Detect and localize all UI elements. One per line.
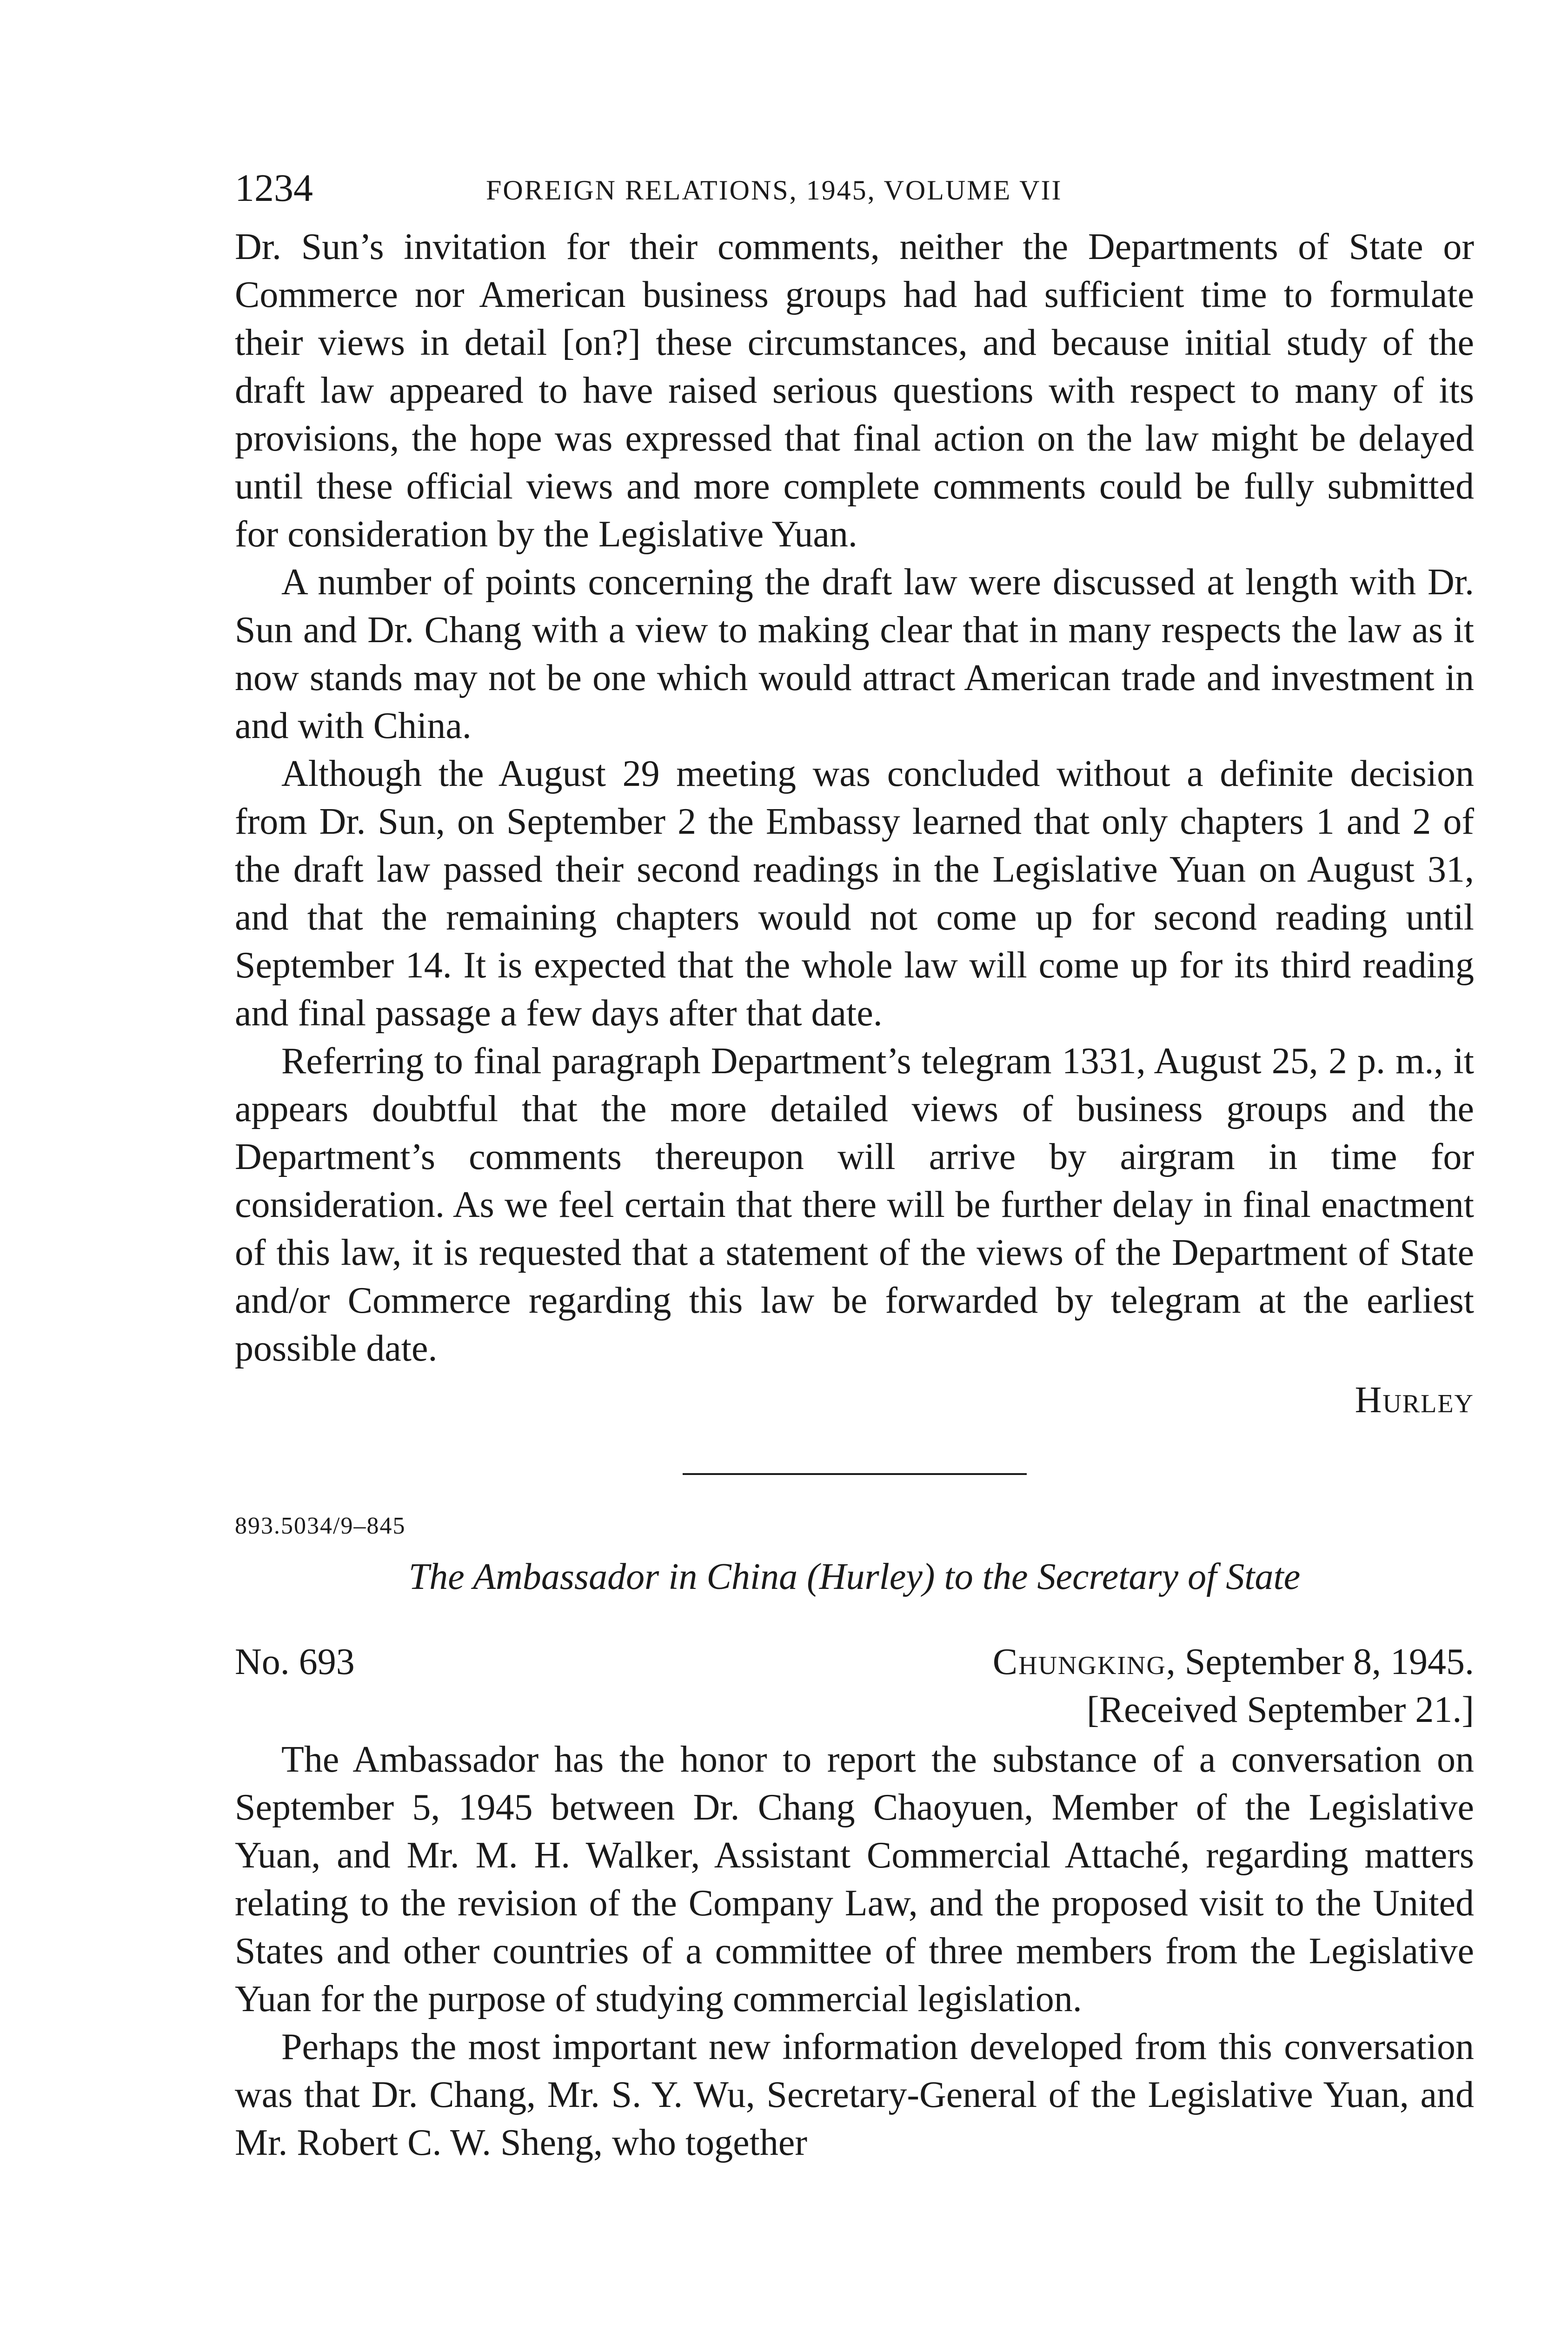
dateline-date: , September 8, 1945. — [1166, 1641, 1474, 1682]
paragraph: The Ambassador has the honor to report the substance of a conversation on September 5, 1945 between Dr. Chang Chaoyuen, Member of the Legislative Yuan, and Mr. M. H. Walker, Assistant Commercial Attaché, regarding matters relating to the revision of the Company Law, and the proposed visit to the United States and other countries of a committee of three members from the Legislative Yuan for the purpose of studying commercial legislation. — [235, 1739, 1474, 2019]
dateline-place: Chungking — [992, 1641, 1166, 1682]
dateline — [993, 1638, 1474, 1686]
paragraph: Perhaps the most important new information developed from this conversation was that Dr. Chang, Mr. S. Y. Wu, Secretary-General of the Legislative Yuan, and Mr. Robert C. W. Sheng, who together — [235, 2026, 1474, 2163]
continued-paragraph: Dr. Sun’s invitation for their comments, neither the Departments of State or Commerce nor American business groups had had sufficient time to formulate their views in detail [on?] these circumstances, and because initial study of the draft law appeared to have raised serious questions with respect to many of its provisions, the hope was expressed that final action on the law might be delayed until these official views and more complete comments could be fully submitted for consideration by the Legislative Yuan. — [235, 226, 1474, 555]
paragraph: Although the August 29 meeting was concluded without a definite decision from Dr. Sun, on September 2 the Embassy learned that only chapters 1 and 2 of the draft law passed their second readings in the Legislative Yuan on August 31, and that the remaining chapters would not come up for second reading until September 14. It is expected that the whole law will come up for its third reading and final passage a few days after that date. — [235, 753, 1474, 1034]
page-number: 1234 — [235, 166, 313, 210]
file-number: 893.5034/9–845 — [235, 1513, 406, 1539]
section-divider — [683, 1473, 1027, 1475]
paragraph: Referring to final paragraph Department’s telegram 1331, August 25, 2 p. m., it appears doubtful that the more detailed views of business groups and the Department’s comments thereupon will arrive by airgram in time for consideration. As we feel certain that there will be further delay in final enactment of this law, it is requested that a statement of the views of the Department of State and/or Commerce regarding this law be forwarded by telegram at the earliest possible date. — [235, 1041, 1474, 1369]
document-number: No. 693 — [235, 1641, 355, 1682]
page-header — [235, 165, 1474, 223]
first-document-body — [235, 223, 1474, 1373]
signature: Hurley — [1355, 1380, 1474, 1421]
paragraph: A number of points concerning the draft law were discussed at length with Dr. Sun and Dr. Chang with a view to making clear that in many respects the law as it now stands may not be one which would attract American trade and investment in and with China. — [235, 562, 1474, 746]
document-title: The Ambassador in China (Hurley) to the Secretary of State — [408, 1556, 1301, 1597]
document-meta — [235, 1638, 1474, 1686]
second-document-body — [235, 1736, 1474, 2167]
running-head: FOREIGN RELATIONS, 1945, VOLUME VII — [486, 175, 1063, 206]
received-date: [Received September 21.] — [1086, 1689, 1474, 1730]
book-page — [235, 165, 1474, 2167]
